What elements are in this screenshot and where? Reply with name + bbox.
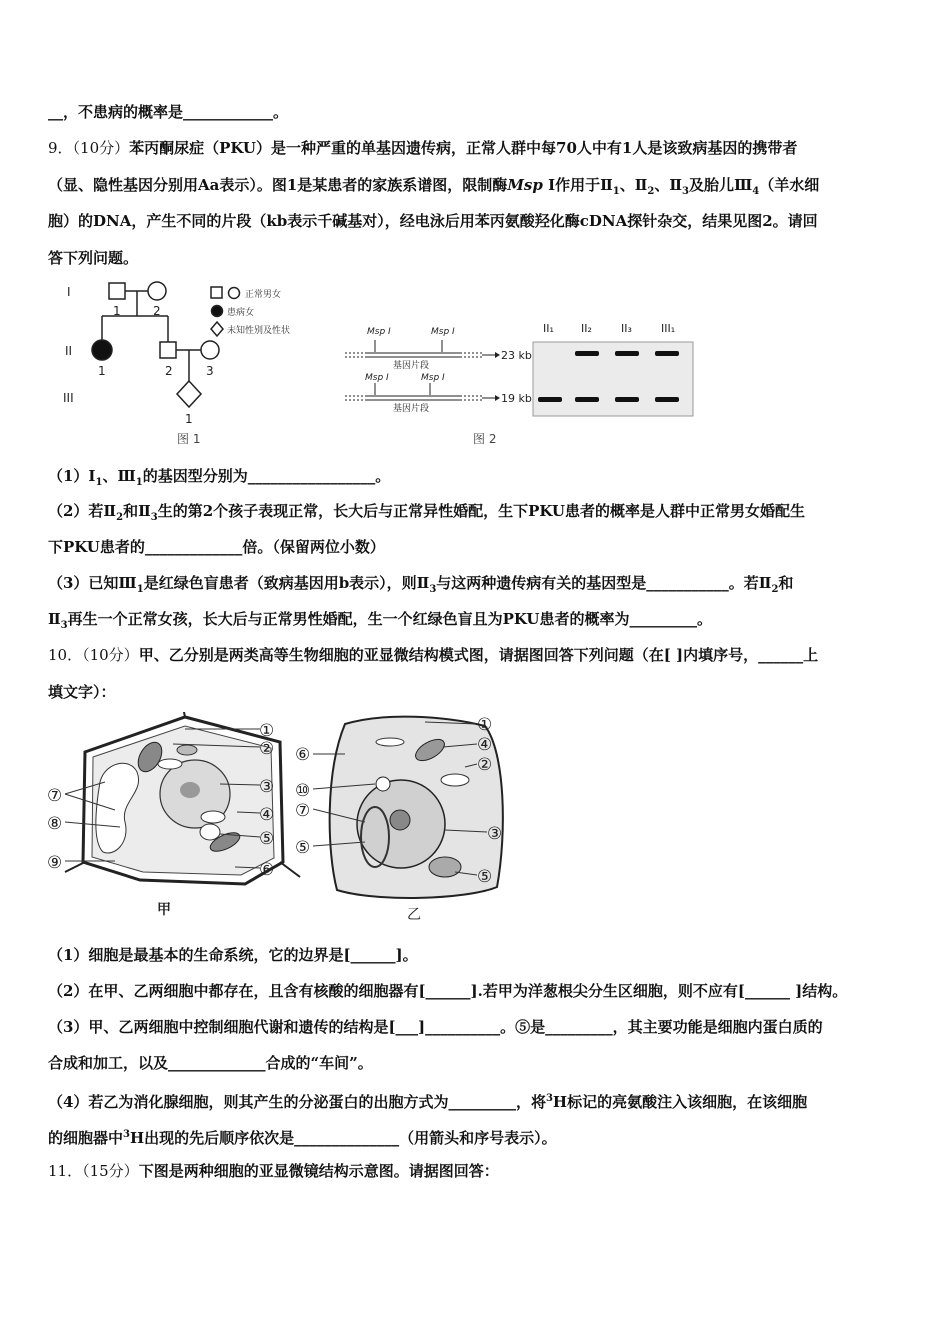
q10-stem-line2 [48,681,908,703]
jia-left-labels [47,786,62,873]
yi-label-5: ⑤ [477,867,493,887]
msp-site-1: Msp I [367,327,391,337]
q10-4b1: 的细胞器中 [48,1129,124,1147]
band-II3-23kb [615,351,639,356]
q10-stem-line1 [48,644,908,666]
lane-II2: II₂ [581,322,592,335]
q10-number: 10． [48,646,83,664]
q10-4a2: H标记的亮氨酸注入该细胞，在该细胞 [552,1093,808,1111]
q10-sub4-line1 [48,1088,908,1113]
q9-text-b4: 、Ⅱ [654,176,682,194]
q9-text-b5: 及胎儿Ⅲ [688,176,753,194]
cell-figures [45,712,515,924]
II1-affected-female [92,340,112,360]
figure-2-caption: 图 2 [473,432,497,446]
band-II3-19kb [615,397,639,402]
lane-II3: II₃ [621,322,632,335]
q9-text-b2: I作用于Ⅱ [542,176,613,194]
band-II2-23kb [575,351,599,356]
sub: 3 [60,620,68,631]
q9-number: 9． [48,139,73,157]
sub: 2 [647,186,655,197]
yi-label-6: ⑥ [295,745,311,765]
kb23-label: 23 kb [501,349,532,362]
legend-unknown: 未知性别及性状 [227,326,291,336]
q9-sub3-line1 [48,572,908,601]
gen-I-label: I [67,285,71,299]
q11-number: 11． [48,1162,83,1180]
sub: 1 [136,584,144,595]
yi-label-7: ⑦ [295,801,311,821]
yi-label-3: ③ [487,824,503,844]
jia-label-3: ③ [259,777,275,797]
q11-stem [48,1160,908,1182]
prev-answer-text: __，不患病的概率是____________。 [48,103,289,121]
q10-3a: （3）甲、乙两细胞中控制细胞代谢和遗传的结构是[___]__________。⑤是_________，其主要功能是细胞内蛋白质的 [48,1018,823,1036]
q9-3f: 再生一个正常女孩，长大后与正常男性婚配，生一个红绿色盲且为PKU患者的概率为_________。 [67,610,712,628]
band-II2-19kb [575,397,599,402]
q9-sub2-line2 [48,536,908,558]
kb19-label: 19 kb [501,392,532,405]
q9-sub3-line2 [48,608,908,637]
figure-1-pedigree [55,278,345,450]
q9-stem-line4 [48,247,908,269]
sub: 1 [95,477,103,488]
I2-label: 2 [153,304,161,318]
gene-fragment-label-1: 基因片段 [393,361,430,371]
q9-2d: 下PKU患者的_____________倍。（保留两位小数） [48,538,385,556]
sub: 4 [752,186,760,197]
q9-text-d: 答下列问题。 [48,249,139,267]
msp-site-4: Msp I [421,373,445,383]
lane-III1: III₁ [661,322,676,335]
sup: 3 [545,1093,553,1104]
gen-III-label: III [63,391,74,405]
yi-left-labels [295,745,310,858]
q9-2c: 生的第2个孩子表现正常，长大后与正常异性婚配，生下PKU患者的概率是人群中正常男女婚配生 [157,502,805,520]
yi-label-2: ② [477,755,493,775]
q10-4b2: H出现的先后顺序依次是______________（用箭头和序号表示）。 [129,1129,557,1147]
q9-stem-line2 [48,174,908,203]
q10-sub3-line2 [48,1052,908,1074]
q9-stem-line3 [48,210,908,232]
q10-sub2 [48,980,908,1002]
q9-sub1 [48,465,908,494]
q10-sub4-line2 [48,1124,908,1149]
I1-label: 1 [113,304,121,318]
q9-msp: Msp [507,176,543,194]
yi-label-10: ⑩ [295,781,311,801]
jia-label-1: ① [259,721,275,741]
q10-2: （2）在甲、乙两细胞中都存在，且含有核酸的细胞器有[______].若甲为洋葱根尖分生区细胞，则不应有[______ ]结构。 [48,982,848,1000]
II2-male-normal [160,342,176,358]
q9-3b: 是红绿色盲患者（致病基因用b表示），则Ⅱ [143,574,430,592]
I2-female-normal [148,282,166,300]
I1-male-normal [109,283,125,299]
jia-label-2: ② [259,739,275,759]
q9-1a: （1）I [48,467,96,485]
q9-2b: 和Ⅱ [123,502,151,520]
q9-3e: Ⅱ [48,610,61,628]
q10-sub1 [48,944,908,966]
figure-2-electrophoresis [345,310,705,450]
sub: 1 [135,477,143,488]
jia-label-7: ⑦ [47,786,63,806]
q9-3c: 与这两种遗传病有关的基因型是___________。若Ⅱ [436,574,772,592]
figure-1-caption: 图 1 [177,432,201,446]
gene-fragment-label-2: 基因片段 [393,404,430,414]
jia-label-6: ⑥ [259,860,275,880]
II2-label: 2 [165,364,173,378]
q9-1c: 的基因型分别为_________________。 [142,467,391,485]
q9-stem-line1 [48,137,908,159]
yi-label-5b: ⑤ [295,838,311,858]
legend-affected: 患病女 [227,308,255,318]
sub: 3 [150,512,158,523]
q9-2a: （2）若Ⅱ [48,502,117,520]
yi-caption: 乙 [407,907,421,923]
q9-text-b6: （羊水细 [759,176,820,194]
q9-text-c: 胞）的DNA，产生不同的片段（kb表示千碱基对），经电泳后用苯丙氨酸羟化酶cDNA探针杂交，结果见图2。请回 [48,212,818,230]
yi-label-4: ④ [477,735,493,755]
q9-points: （10分） [72,139,130,157]
sub: 2 [116,512,124,523]
msp-site-2: Msp I [431,327,455,337]
jia-label-5: ⑤ [259,829,275,849]
q9-text-b3: 、Ⅱ [619,176,648,194]
q11-text: 下图是两种细胞的亚显微镜结构示意图。请据图回答： [138,1162,499,1180]
q10-3b: 合成和加工，以及_____________合成的“车间”。 [48,1054,373,1072]
III1-unknown [177,381,201,407]
II3-label: 3 [206,364,214,378]
prev-answer-line [48,101,908,123]
jia-label-9: ⑨ [47,853,63,873]
sup: 3 [123,1129,130,1140]
band-III1-23kb [655,351,679,356]
q10-text-b: 填文字）： [48,683,116,701]
yi-label-1: ① [477,715,493,735]
jia-label-8: ⑧ [47,814,63,834]
sub: 2 [771,584,779,595]
q9-1b: 、Ⅲ [102,467,136,485]
band-II1-19kb [538,397,562,402]
q10-sub3-line1 [48,1016,908,1038]
q9-text-b1: （显、隐性基因分别用Aa表示）。图1是某患者的家族系谱图，限制酶 [48,176,508,194]
legend-normal: 正常男女 [245,290,282,300]
q11-points: （15分） [82,1162,139,1180]
q9-3d: 和 [778,574,794,592]
sub: 3 [429,584,437,595]
q9-sub2-line1 [48,500,908,529]
sub: 3 [682,186,689,197]
sub: 1 [612,186,620,197]
q10-points: （10分） [82,646,139,664]
q10-1: （1）细胞是最基本的生命系统，它的边界是[______]。 [48,946,418,964]
jia-label-4: ④ [259,805,275,825]
II1-label: 1 [98,364,106,378]
III1-label: 1 [185,412,193,426]
q10-text-a: 甲、乙分别是两类高等生物细胞的亚显微结构模式图，请据图回答下列问题（在[ ]内填序号，______上 [138,646,819,664]
gen-II-label: II [65,344,73,358]
q9-3a: （3）已知Ⅲ [48,574,137,592]
II3-female-normal [201,341,219,359]
q10-4a1: （4）若乙为消化腺细胞，则其产生的分泌蛋白的出胞方式为_________，将 [48,1093,546,1111]
lane-II1: II₁ [543,322,554,335]
q9-text-a: 苯丙酮尿症（PKU）是一种严重的单基因遗传病，正常人群中每70人中有1人是该致病基因的携带者 [129,139,798,157]
band-III1-19kb [655,397,679,402]
jia-caption: 甲 [157,902,171,918]
msp-site-3: Msp I [365,373,389,383]
